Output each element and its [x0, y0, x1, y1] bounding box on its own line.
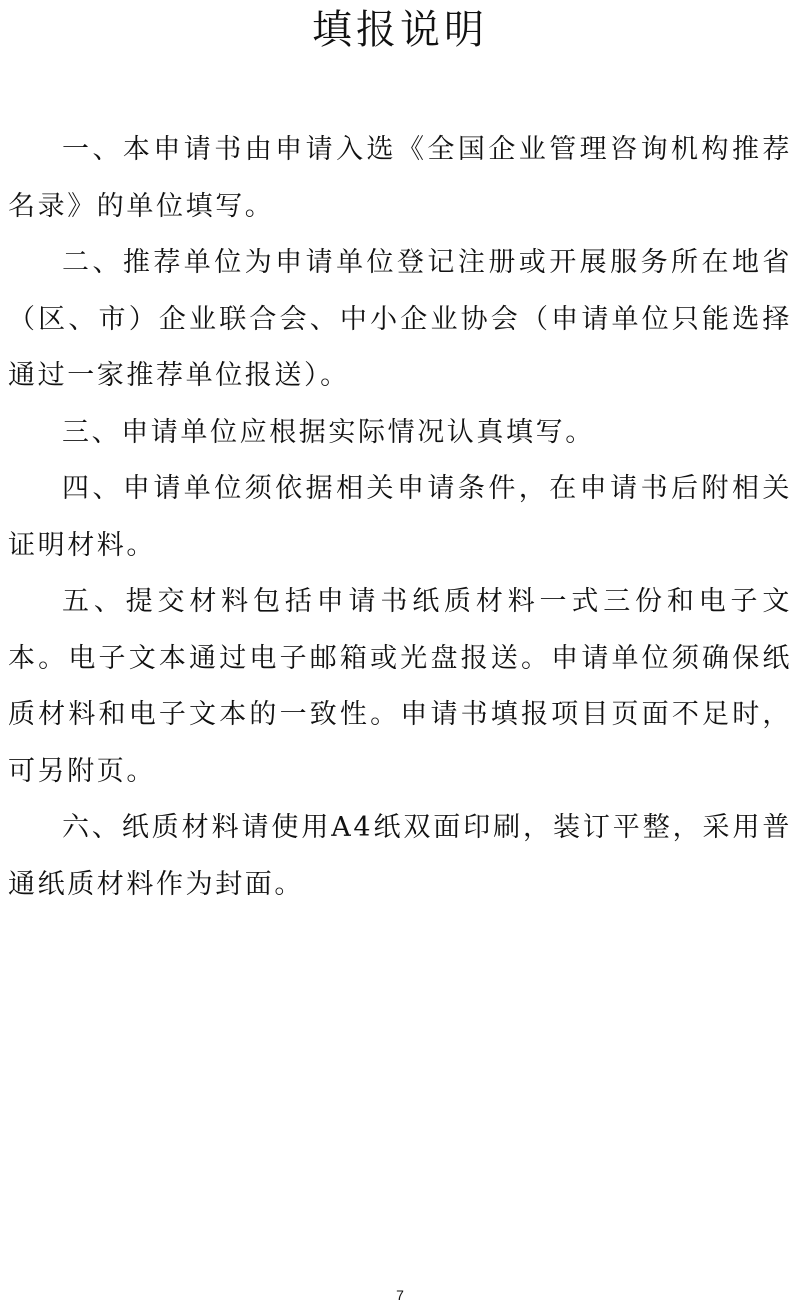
instruction-item-3: 三、申请单位应根据实际情况认真填写。 [62, 416, 595, 448]
instructions-body [8, 122, 792, 913]
page-title: 填报说明 [312, 7, 488, 53]
instruction-item-6: 六、纸质材料请使用A4纸双面印刷，装订平整，采用普通纸质材料作为封面。 [8, 812, 792, 900]
page-number: 7 [396, 1287, 404, 1303]
instruction-item-2: 二、推荐单位为申请单位登记注册或开展服务所在地省（区、市）企业联合会、中小企业协会（申请单位只能选择通过一家推荐单位报送）。 [8, 247, 792, 391]
instruction-item-1: 一、本申请书由申请入选《全国企业管理咨询机构推荐名录》的单位填写。 [8, 134, 792, 222]
instruction-item-5: 五、提交材料包括申请书纸质材料一式三份和电子文本。电子文本通过电子邮箱或光盘报送。申请单位须确保纸质材料和电子文本的一致性。申请书填报项目页面不足时，可另附页。 [8, 586, 792, 787]
instruction-item-4: 四、申请单位须依据相关申请条件，在申请书后附相关证明材料。 [8, 473, 792, 561]
